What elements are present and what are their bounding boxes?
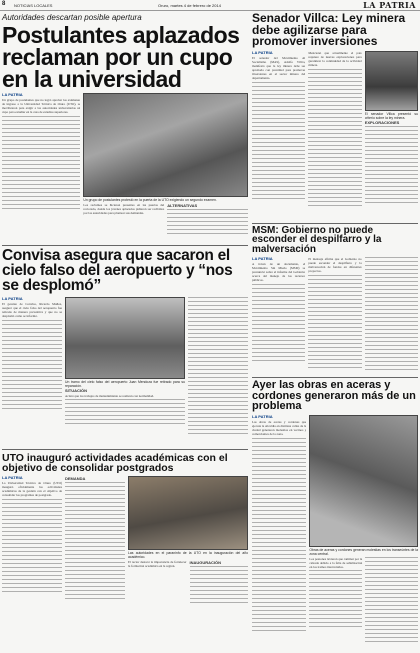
article-subhead: EXPLORACIONES [364, 119, 400, 125]
article-paragraph: Las obras de aceras y cordones que ejecuta la Alcaldía en distintas calles de la ciudad generaron molestias en vecinos y comerciantes de la zona. [252, 419, 307, 436]
protest-photo [83, 93, 248, 197]
photo-caption: Un tramo del cielo falso del aeropuerto Juan Mendoza fue retirado para su reparación. [65, 379, 185, 388]
right-column [252, 11, 418, 653]
article-paragraph: El mensaje afirma que el Gobierno no puede esconder el despilfarro y la malversación de fondos en diferentes proyectos. [308, 257, 362, 274]
text-block [2, 116, 80, 211]
article-paragraph: A través de un documento, el Movimiento Sin Miedo (MSM) se pronunció sobre el informe del Gobierno acerca del manejo de los recursos públicos. [252, 262, 306, 283]
article-convisa [2, 249, 248, 447]
photo-caption: Obras de aceras y cordones generan molestias en los transeúntes de la zona central. [309, 547, 418, 556]
article-uto-inauguration [2, 453, 248, 611]
article-postulantes [2, 13, 248, 243]
article-byline: LA PATRIA [2, 296, 23, 301]
text-block [365, 257, 418, 372]
article-paragraph: El gerente de Convisa, Ricardo Muñoz, aseguró que el cielo falso del aeropuerto fue retirado de manera preventiva y que no se desplomó como se informó. [2, 301, 62, 318]
article-paragraph: El senador del Movimiento Al Socialismo (MAS), Adolfo Villca, manifestó que la ley minera debe ser aprobada con prontitud para promover inversiones en el sector minero del departamento. [252, 55, 306, 80]
left-column [2, 11, 248, 611]
text-block [167, 209, 248, 237]
auditorium-photo [128, 476, 248, 550]
article-byline: LA PATRIA [252, 414, 273, 419]
text-block [252, 438, 306, 633]
article-paragraph: La Universidad Técnica de Oruro (UTO) inauguró oficialmente las actividades académicas de la gestión con el objetivo de consolidar los programas de postgrado. [2, 481, 62, 498]
article-paragraph: Aclaró que los trabajos de mantenimiento se realizan con normalidad. [65, 393, 155, 398]
article-senador-villca [252, 13, 418, 221]
text-block [365, 126, 418, 206]
article-kicker: Autoridades descartan posible apertura [2, 13, 142, 22]
article-headline: Ayer las obras en aceras y cordones generaron más de un problema [252, 379, 416, 413]
article-subhead: ALTERNATIVAS [167, 203, 198, 209]
article-paragraph: Un grupo de postulantes que no logró aprobar los exámenes de ingreso a la Universidad Técnica de Oruro (UTO), se movilizaron para exigir a las autoridades universitarias un cupo para estudiar en la casa de estudios superiores. [2, 98, 81, 115]
text-block [308, 275, 361, 370]
text-block [2, 499, 62, 594]
newspaper-logo: LA PATRIA [363, 0, 416, 10]
text-block [309, 570, 362, 630]
article-headline: UTO inauguró actividades académicas con el objetivo de consolidar postgrados [2, 451, 228, 474]
text-block [188, 297, 248, 437]
text-block [308, 69, 361, 209]
article-subhead: INAUGURACIÓN [189, 560, 222, 566]
text-block [2, 320, 62, 410]
article-paragraph: El rector destacó la importancia de fortalecer la formación académica en la región. [128, 560, 187, 569]
photo-caption: Las autoridades en el paraninfo de la UTO en la inauguración del año académico. [128, 551, 248, 560]
article-headline: Postulantes aplazados reclaman por un cupo en la universidad [2, 22, 240, 93]
text-block [190, 566, 249, 606]
article-byline: LA PATRIA [252, 257, 273, 262]
photo-caption: El senador Villca presentó su criterio sobre la ley minera. [364, 111, 418, 120]
article-headline: MSM: Gobierno no puede esconder el despilfarro y la malversación [252, 224, 382, 255]
text-block [365, 557, 418, 642]
page-header [0, 0, 420, 11]
sidewalk-works-photo [309, 415, 418, 547]
text-block [252, 82, 305, 202]
article-byline: LA PATRIA [2, 476, 23, 481]
article-paragraph: Mencionó que actualmente el país requiere de nuevas exploraciones para garantizar la continuidad de la actividad minera. [308, 50, 362, 67]
article-subhead: SITUACIÓN [65, 387, 87, 393]
text-block [65, 482, 125, 602]
section-title: NOTICIAS LOCALES [14, 3, 53, 8]
article-headline: Senador Villca: Ley minera debe agilizarse para promover inversiones [252, 11, 406, 49]
airport-ceiling-photo [65, 297, 185, 379]
page-number: 8 [2, 1, 6, 7]
text-block [252, 284, 305, 364]
text-block [65, 399, 185, 427]
article-byline: LA PATRIA [2, 93, 23, 98]
article-msm [252, 226, 418, 376]
article-paragraph: Los peatones tuvieron que caminar por la calzada debido a la falta de señalización en los tramos intervenidos. [309, 556, 363, 569]
senator-photo [365, 51, 418, 111]
article-paragraph: Los reclamos se hicieron presentes en las puertas del rectorado, donde los jóvenes aplazados pidieron ser recibidos por las autoridades para plantear sus demandas. [83, 203, 165, 216]
edition-date: Oruro, martes 4 de febrero de 2014 [158, 3, 221, 8]
article-subhead: DEMANDA [65, 476, 86, 482]
article-aceras [252, 380, 418, 653]
article-headline: Convisa asegura que sacaron el cielo falso del aeropuerto y “nos se desplomó” [2, 247, 233, 294]
photo-caption: Un grupo de postulantes protestó en la puerta de la UTO exigiendo un segundo examen. [83, 198, 217, 203]
article-byline: LA PATRIA [252, 50, 273, 55]
